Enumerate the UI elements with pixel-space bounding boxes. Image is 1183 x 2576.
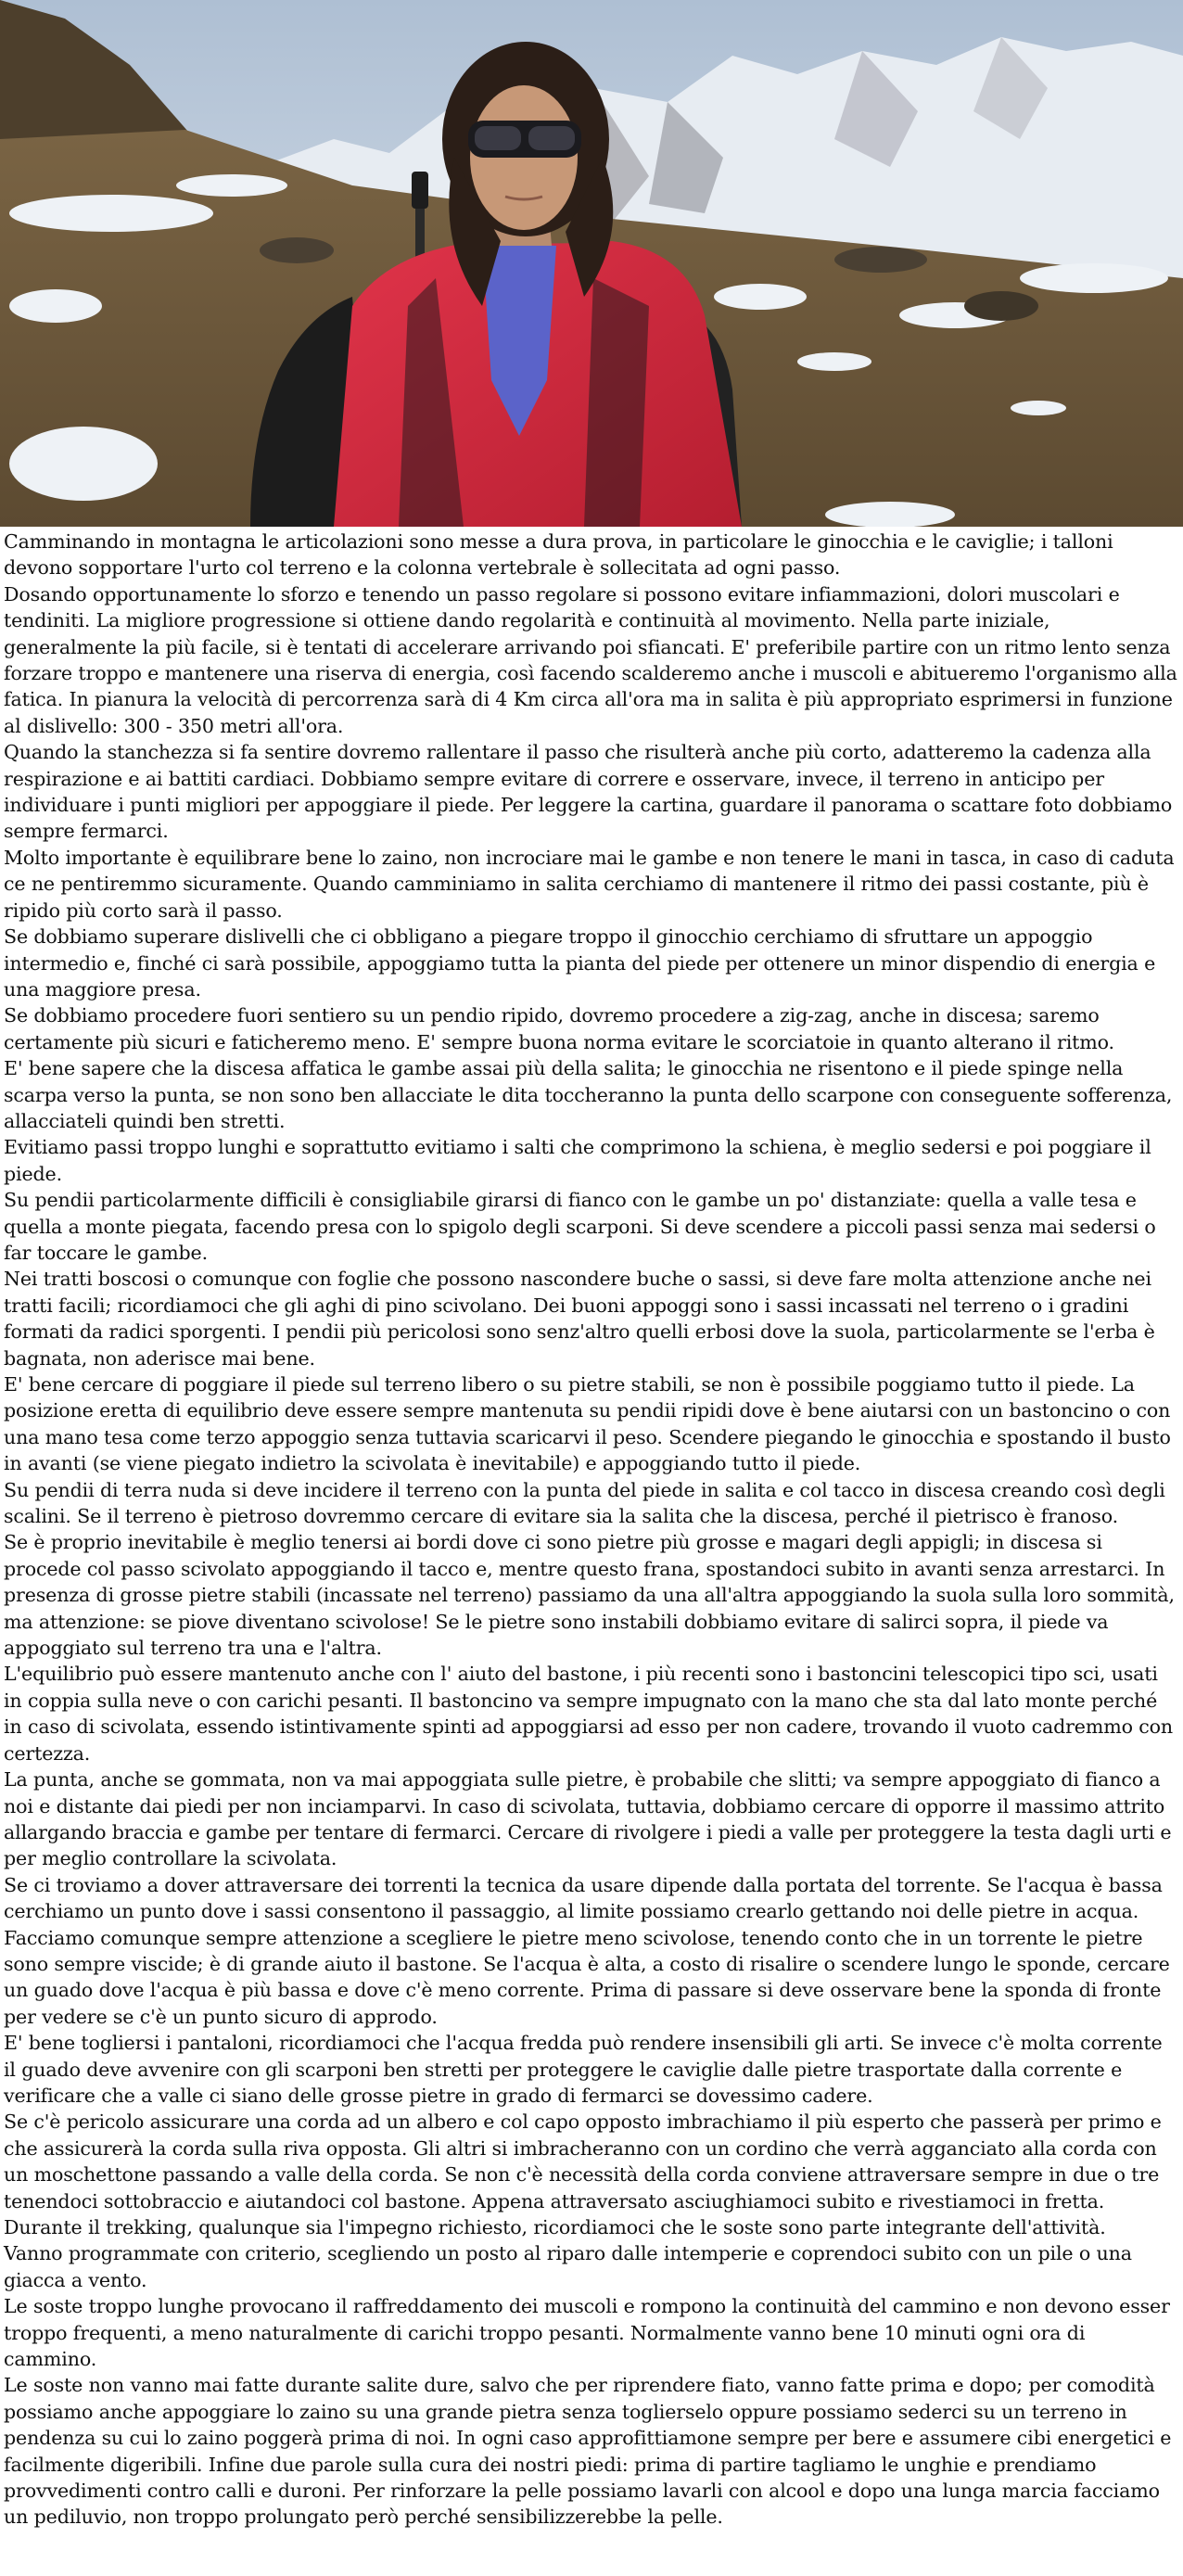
paragraph: Molto importante è equilibrare bene lo zaino, non incrociare mai le gambe e non tenere le mani in tasca, in caso di caduta ce ne pentiremmo sicuramente. Quando camminiamo in salita cerchiamo di mantenere il ritmo dei passi costante, più è ripido più corto sarà il passo.: [4, 846, 1175, 922]
paragraph: Se dobbiamo superare dislivelli che ci obbligano a piegare troppo il ginocchio cerchiamo di sfruttare un appoggio intermedio e, finché ci sarà possibile, appoggiamo tutta la pianta del piede per ottenere un minor dispendio di energia e una maggiore presa.: [4, 925, 1156, 1001]
paragraph: Vanno programmate con criterio, scegliendo un posto al riparo dalle intemperie e coprendoci subito con un pile o una giacca a vento.: [4, 2242, 1132, 2291]
paragraph: Camminando in montagna le articolazioni sono messe a dura prova, in particolare le ginocchia e le caviglie; i talloni devono sopportare l'urto col terreno e la colonna vertebrale è sollecitata ad ogni passo.: [4, 530, 1113, 580]
paragraph: Durante il trekking, qualunque sia l'impegno richiesto, ricordiamoci che le soste sono parte integrante dell'attività.: [4, 2216, 1106, 2238]
paragraph: Su pendii di terra nuda si deve incidere il terreno con la punta del piede in salita e col tacco in discesa creando così degli scalini. Se il terreno è pietroso dovremmo cercare di evitare sia la salita che la discesa, perché il pietrisco è franoso.: [4, 1478, 1165, 1528]
paragraph: L'equilibrio può essere mantenuto anche con l' aiuto del bastone, i più recenti sono i bastoncini telescopici tipo sci, usati in coppia sulla neve o con carichi pesanti. Il bastoncino va sempre impugnato con la mano che sta dal lato monte perché in caso di scivolata, essendo istintivamente spinti ad appoggiarsi ad esso per non cadere, trovando il vuoto cadremmo con certezza.: [4, 1663, 1173, 1765]
hero-photo: [0, 0, 1183, 527]
paragraph: Se dobbiamo procedere fuori sentiero su un pendio ripido, dovremo procedere a zig-zag, anche in discesa; saremo certamente più sicuri e faticheremo meno. E' sempre buona norma evitare le scorciatoie in quanto alterano il ritmo.: [4, 1004, 1114, 1053]
paragraph: E' bene togliersi i pantaloni, ricordiamoci che l'acqua fredda può rendere insensibili gli arti. Se invece c'è molta corrente il guado deve avvenire con gli scarponi ben stretti per proteggere le caviglie dalle pietre trasportate dalla corrente e verificare che a valle ci siano delle grosse pietre in grado di fermarci se dovessimo cadere.: [4, 2032, 1163, 2107]
paragraph: Se ci troviamo a dover attraversare dei torrenti la tecnica da usare dipende dalla portata del torrente. Se l'acqua è bassa cerchiamo un punto dove i sassi consentono il passaggio, al limite possiamo crearlo gettando noi delle pietre in acqua.: [4, 1873, 1163, 1923]
paragraph: Evitiamo passi troppo lunghi e soprattutto evitiamo i salti che comprimono la schiena, è meglio sedersi e poi poggiare il piede.: [4, 1136, 1151, 1185]
article-body: [4, 529, 1179, 2531]
paragraph: Le soste non vanno mai fatte durante salite dure, salvo che per riprendere fiato, vanno fatte prima e dopo; per comodità possiamo anche appoggiare lo zaino su una grande pietra senza toglierselo oppure possiamo sederci su un terreno in pendenza su cui lo zaino poggerà prima di noi. In ogni caso approfittiamone sempre per bere e assumere cibi energetici e facilmente digeribili. Infine due parole sulla cura dei nostri piedi: prima di partire tagliamo le unghie e prendiamo provvedimenti contro calli e duroni. Per rinforzare la pelle possiamo lavarli con alcool e dopo una lunga marcia facciamo un pediluvio, non troppo prolungato però perché sensibilizzerebbe la pelle.: [4, 2374, 1172, 2529]
paragraph: Le soste troppo lunghe provocano il raffreddamento dei muscoli e rompono la continuità del cammino e non devono esser troppo frequenti, a meno naturalmente di carichi troppo pesanti. Normalmente vanno bene 10 minuti ogni ora di cammino.: [4, 2295, 1170, 2371]
paragraph: Quando la stanchezza si fa sentire dovremo rallentare il passo che risulterà anche più corto, adatteremo la cadenza alla respirazione e ai battiti cardiaci. Dobbiamo sempre evitare di correre e osservare, invece, il terreno in anticipo per individuare i punti migliori per appoggiare il piede. Per leggere la cartina, guardare il panorama o scattare foto dobbiamo sempre fermarci.: [4, 741, 1173, 843]
paragraph: E' bene sapere che la discesa affatica le gambe assai più della salita; le ginocchia ne risentono e il piede spinge nella scarpa verso la punta, se non sono ben allacciate le dita toccheranno la punta dello scarpone con conseguente sofferenza, allacciateli quindi ben stretti.: [4, 1057, 1173, 1132]
paragraph: Nei tratti boscosi o comunque con foglie che possono nascondere buche o sassi, si deve fare molta attenzione anche nei tratti facili; ricordiamoci che gli aghi di pino scivolano. Dei buoni appoggi sono i sassi incassati nel terreno o i gradini formati da radici sporgenti. I pendii più pericolosi sono senz'altro quelli erbosi dove la suola, particolarmente se l'erba è bagnata, non aderisce mai bene.: [4, 1268, 1155, 1370]
paragraph: Se è proprio inevitabile è meglio tenersi ai bordi dove ci sono pietre più grosse e magari degli appigli; in discesa si procede col passo scivolato appoggiando il tacco e, mentre questo frana, spostandoci subito in avanti senza arrestarci. In presenza di grosse pietre stabili (incassate nel terreno) passiamo da una all'altra appoggiando la suola sulla loro sommità, ma attenzione: se piove diventano scivolose! Se le pietre sono instabili dobbiamo evitare di salirci sopra, il piede va appoggiato sul terreno tra una e l'altra.: [4, 1531, 1175, 1660]
paragraph: Su pendii particolarmente difficili è consigliabile girarsi di fianco con le gambe un po' distanziate: quella a valle tesa e quella a monte piegata, facendo presa con lo spigolo degli scarponi. Si deve scendere a piccoli passi senza mai sedersi o far toccare le gambe.: [4, 1189, 1156, 1264]
paragraph: E' bene cercare di poggiare il piede sul terreno libero o su pietre stabili, se non è possibile poggiamo tutto il piede. La posizione eretta di equilibrio deve essere sempre mantenuta su pendii ripidi dove è bene aiutarsi con un bastoncino o con una mano tesa come terzo appoggio senza tuttavia scaricarvi il peso. Scendere piegando le ginocchia e spostando il busto in avanti (se viene piegato indietro la scivolata è inevitabile) e appoggiando tutto il piede.: [4, 1373, 1171, 1475]
paragraph: La punta, anche se gommata, non va mai appoggiata sulle pietre, è probabile che slitti; va sempre appoggiato di fianco a noi e distante dai piedi per non inciamparvi. In caso di scivolata, tuttavia, dobbiamo cercare di opporre il massimo attrito allargando braccia e gambe per tentare di fermarci. Cercare di rivolgere i piedi a valle per proteggere la testa dagli urti e per meglio controllare la scivolata.: [4, 1768, 1172, 1870]
paragraph: Dosando opportunamente lo sforzo e tenendo un passo regolare si possono evitare infiammazioni, dolori muscolari e tendiniti. La migliore progressione si ottiene dando regolarità e continuità al movimento. Nella parte iniziale, generalmente la più facile, si è tentati di accelerare arrivando poi sfiancati. E' preferibile partire con un ritmo lento senza forzare troppo e mantenere una riserva di energia, così facendo scalderemo anche i muscoli e abitueremo l'organismo alla fatica. In pianura la velocità di percorrenza sarà di 4 Km circa all'ora ma in salita è più appropriato esprimersi in funzione al dislivello: 300 - 350 metri all'ora.: [4, 582, 1177, 737]
mountain-hiker-illustration: [0, 0, 1183, 527]
paragraph: Se c'è pericolo assicurare una corda ad un albero e col capo opposto imbrachiamo il più esperto che passerà per primo e che assicurerà la corda sulla riva opposta. Gli altri si imbracheranno con un cordino che verrà agganciato alla corda con un moschettone passando a valle della corda. Se non c'è necessità della corda conviene attraversare sempre in due o tre tenendoci sottobraccio e aiutandoci col bastone. Appena attraversato asciughiamoci subito e rivestiamoci in fretta.: [4, 2111, 1162, 2213]
paragraph: Facciamo comunque sempre attenzione a scegliere le pietre meno scivolose, tenendo conto che in un torrente le pietre sono sempre viscide; è di grande aiuto il bastone. Se l'acqua è alta, a costo di risalire o scendere lungo le sponde, cercare un guado dove l'acqua è più bassa e dove c'è meno corrente. Prima di passare si deve osservare bene la sponda di fronte per vedere se c'è un punto sicuro di approdo.: [4, 1926, 1170, 2028]
